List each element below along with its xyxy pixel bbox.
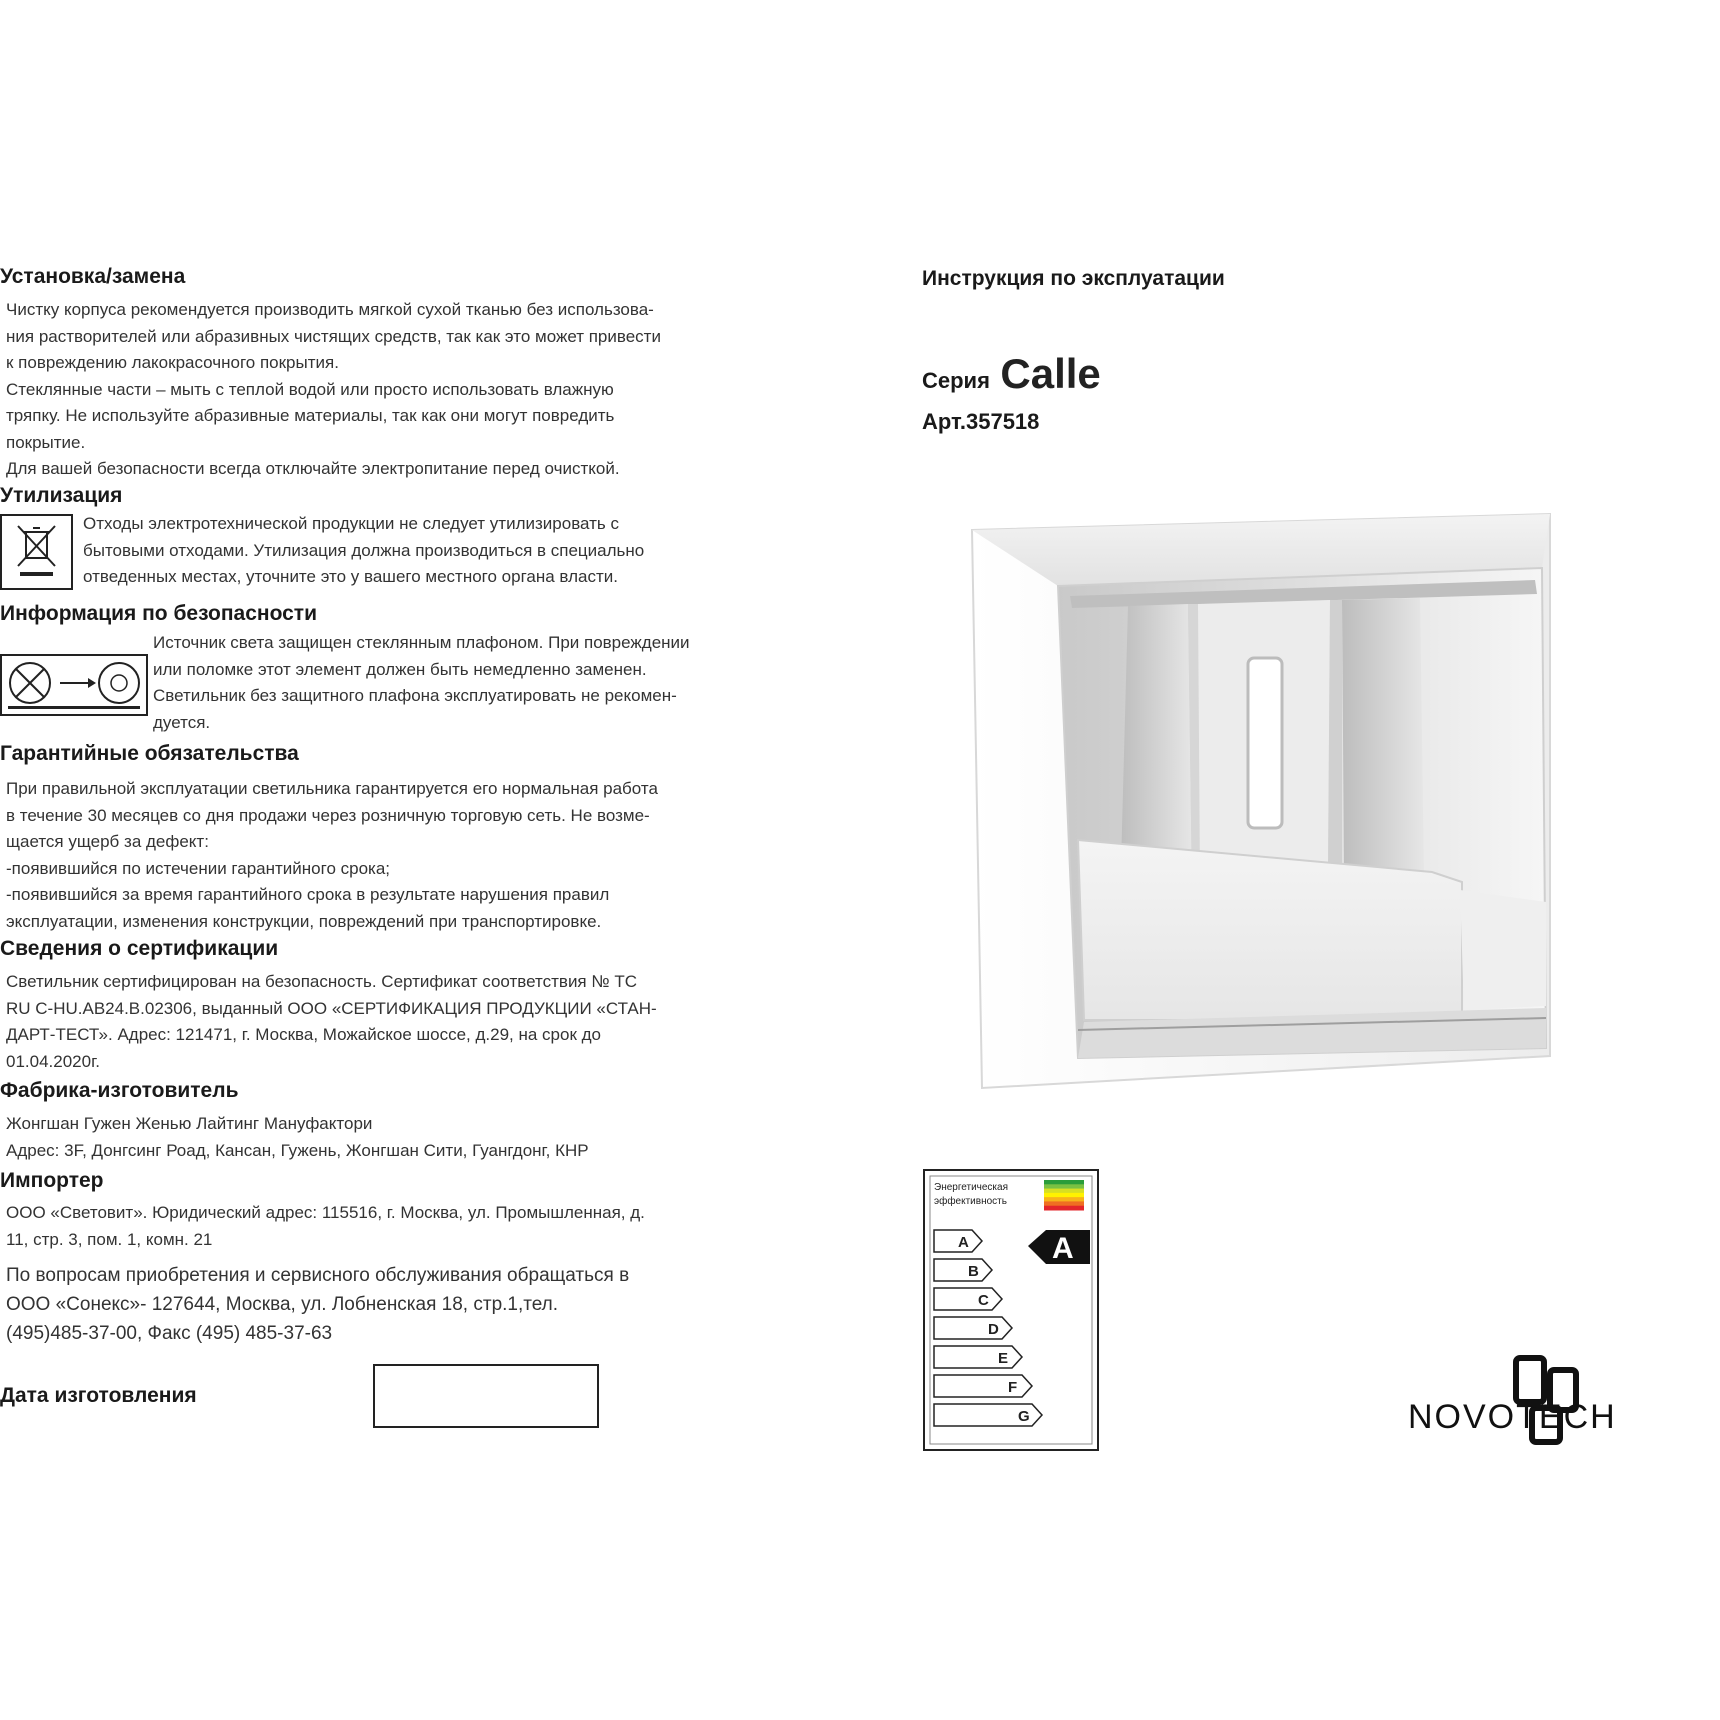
safety-text xyxy=(153,630,690,736)
energy-class-letter: E xyxy=(998,1350,1009,1367)
text-line: -появившийся за время гарантийного срока в результате нарушения правил xyxy=(6,885,610,904)
energy-label-title-2: эффективность xyxy=(934,1196,1007,1207)
warranty-heading: Гарантийные обязательства xyxy=(0,742,299,765)
text-line: -появившийся по истечении гарантийного срока; xyxy=(6,858,391,878)
text-line: Стеклянные части – мыть с теплой водой или просто использовать влажную xyxy=(6,379,614,399)
rating-value: A xyxy=(1052,1232,1074,1265)
spectrum-band xyxy=(1044,1197,1084,1202)
importer-text xyxy=(6,1200,645,1253)
rating-spectrum xyxy=(1044,1180,1084,1211)
text-line: ООО «Сонекс»- 127644, Москва, ул. Лобненская 18, стр.1,тел. xyxy=(6,1294,559,1315)
text-line: (495)485-37-00, Факс (495) 485-37-63 xyxy=(6,1323,333,1344)
energy-label-title-1: Энергетическая xyxy=(934,1182,1008,1193)
text-line: Чистку корпуса рекомендуется производить мягкой сухой тканью без использова- xyxy=(6,300,654,319)
install-heading: Установка/замена xyxy=(0,265,186,288)
energy-class-letter: A xyxy=(958,1234,969,1251)
energy-class-e xyxy=(934,1346,1022,1368)
energy-class-letter: G xyxy=(1018,1408,1030,1425)
spectrum-band xyxy=(1044,1184,1084,1189)
factory-text xyxy=(6,1111,589,1164)
text-line: Светильник сертифицирован на безопасность. Сертификат соответствия № ТС xyxy=(6,972,637,991)
spectrum-band xyxy=(1044,1206,1084,1211)
energy-class-arrow xyxy=(934,1288,1002,1310)
service-contacts xyxy=(6,1261,629,1348)
text-line: Светильник без защитного плафона эксплуатировать не рекомен- xyxy=(153,686,677,705)
text-line: щается ущерб за дефект: xyxy=(6,832,209,851)
text-line: Адрес: 3F, Донгсинг Роад, Кансан, Гужень, Жонгшан Сити, Гуангдонг, КНР xyxy=(6,1140,589,1160)
energy-class-letter: D xyxy=(988,1321,999,1338)
crossed-bin-icon xyxy=(0,514,73,590)
text-line: ДАРТ-ТЕСТ». Адрес: 121471, г. Москва, Можайское шоссе, д.29, на срок до xyxy=(6,1025,601,1044)
text-line: ООО «Световит». Юридический адрес: 115516, г. Москва, ул. Промышленная, д. xyxy=(6,1203,645,1222)
text-line: Для вашей безопасности всегда отключайте электропитание перед очисткой. xyxy=(6,459,620,478)
spectrum-band xyxy=(1044,1193,1084,1198)
series-name: Calle xyxy=(1000,350,1101,397)
logo-text: NOVOTECH xyxy=(1408,1398,1617,1436)
spectrum-band xyxy=(1044,1189,1084,1194)
text-line: При правильной эксплуатации светильника гарантируется его нормальная работа xyxy=(6,779,658,798)
broken-glass-replace-icon xyxy=(0,654,148,716)
text-line: Источник света защищен стеклянным плафоном. При повреждении xyxy=(153,633,690,652)
text-line: бытовыми отходами. Утилизация должна производиться в специально xyxy=(83,540,645,560)
disposal-heading: Утилизация xyxy=(0,484,123,507)
product-image xyxy=(960,510,1560,1100)
novotech-logo xyxy=(1408,1354,1720,1446)
text-line: к повреждению лакокрасочного покрытия. xyxy=(6,353,339,372)
doc-title: Инструкция по эксплуатации xyxy=(922,267,1225,290)
energy-class-arrow xyxy=(934,1317,1012,1339)
certification-heading: Сведения о сертификации xyxy=(0,937,279,960)
manufacture-date-field xyxy=(373,1364,599,1428)
text-line: Жонгшан Гужен Женью Лайтинг Мануфактори xyxy=(6,1114,373,1133)
install-text xyxy=(6,297,661,483)
text-line: покрытие. xyxy=(6,432,86,452)
energy-class-d xyxy=(934,1317,1012,1339)
text-line: RU C-HU.AB24.B.02306, выданный ООО «СЕРТИФИКАЦИЯ ПРОДУКЦИИ «СТАН- xyxy=(6,998,657,1018)
manufacture-date-label: Дата изготовления xyxy=(0,1384,197,1407)
text-line: или поломке этот элемент должен быть немедленно заменен. xyxy=(153,659,647,679)
disposal-text xyxy=(83,511,644,591)
text-line: 11, стр. 3, пом. 1, комн. 21 xyxy=(6,1229,213,1249)
text-line: Отходы электротехнической продукции не следует утилизировать с xyxy=(83,514,619,533)
energy-class-g xyxy=(934,1404,1042,1426)
energy-class-c xyxy=(934,1288,1002,1310)
text-line: отведенных местах, уточните это у вашего местного органа власти. xyxy=(83,567,618,586)
energy-class-arrow xyxy=(934,1346,1022,1368)
energy-class-letter: F xyxy=(1008,1379,1018,1396)
energy-class-f xyxy=(934,1375,1032,1397)
energy-class-arrow xyxy=(934,1375,1032,1397)
importer-heading: Импортер xyxy=(0,1169,104,1192)
energy-class-letter: C xyxy=(978,1292,989,1309)
energy-class-arrow xyxy=(934,1259,992,1281)
energy-label xyxy=(922,1168,1100,1452)
energy-class-letter: B xyxy=(968,1263,979,1280)
warranty-text xyxy=(6,776,658,935)
text-line: По вопросам приобретения и сервисного обслуживания обращаться в xyxy=(6,1265,630,1286)
text-line: ния растворителей или абразивных чистящих средств, так как это может привести xyxy=(6,326,661,346)
text-line: эксплуатации, изменения конструкции, повреждений при транспортировке. xyxy=(6,911,602,931)
series-label: Серия xyxy=(922,368,990,393)
spectrum-band xyxy=(1044,1201,1084,1206)
text-line: 01.04.2020г. xyxy=(6,1051,100,1071)
energy-class-b xyxy=(934,1259,992,1281)
text-line: тряпку. Не используйте абразивные материалы, так как они могут повредить xyxy=(6,406,615,425)
spectrum-band xyxy=(1044,1180,1084,1185)
certification-text xyxy=(6,969,657,1075)
safety-heading: Информация по безопасности xyxy=(0,602,317,625)
series-line xyxy=(922,350,1101,398)
article-number: Арт.357518 xyxy=(922,409,1040,434)
energy-class-a xyxy=(934,1230,982,1252)
text-line: в течение 30 месяцев со дня продажи через розничную торговую сеть. Не возме- xyxy=(6,805,650,825)
factory-heading: Фабрика-изготовитель xyxy=(0,1079,239,1102)
text-line: дуется. xyxy=(153,712,211,732)
